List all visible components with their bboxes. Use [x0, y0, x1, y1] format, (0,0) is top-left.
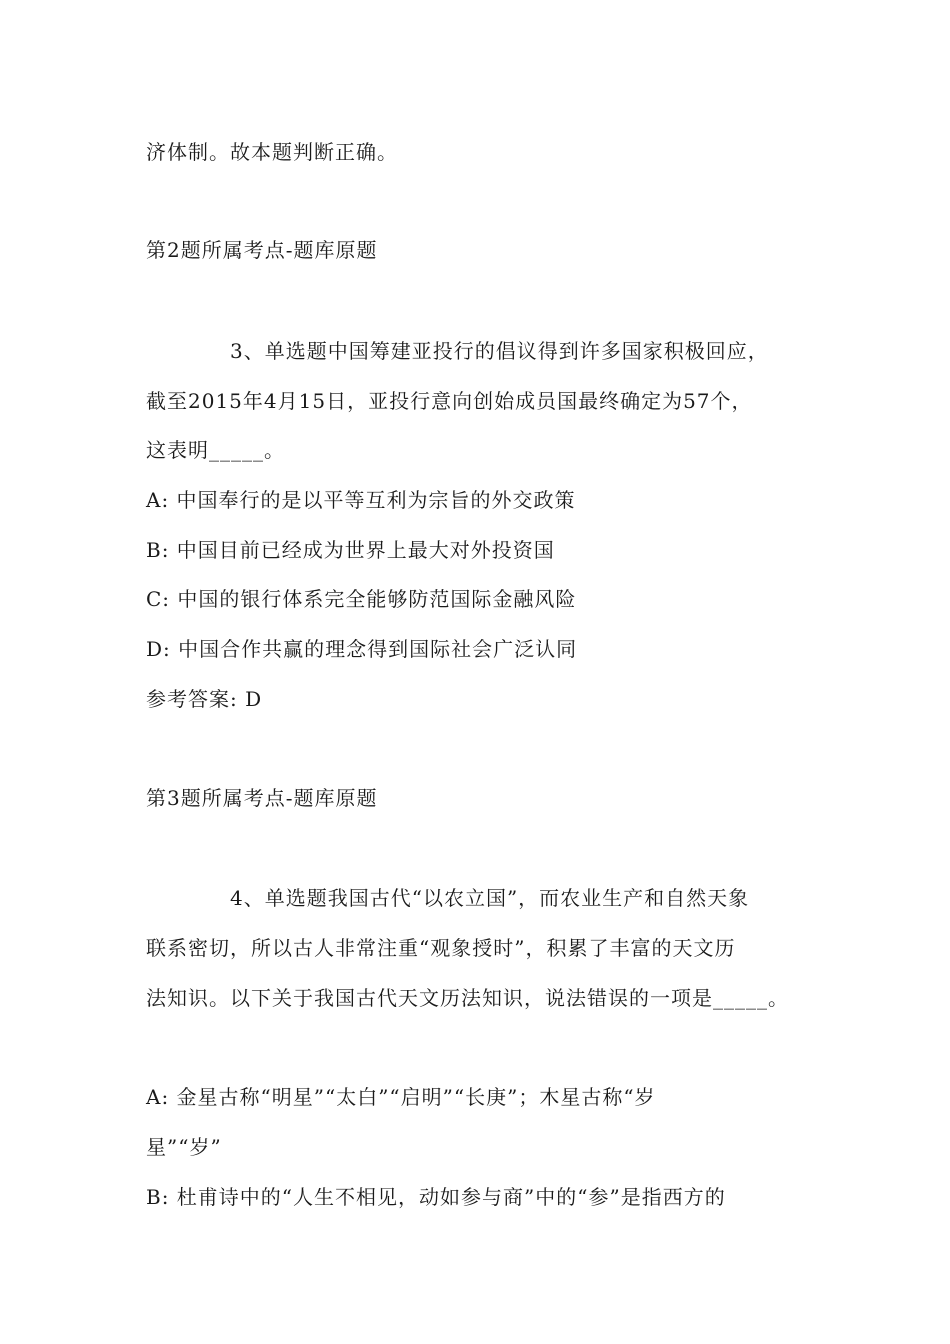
q3-stem-line-1: 3、单选题中国筹建亚投行的倡议得到许多国家积极回应， — [230, 339, 769, 363]
q3-option-b: B: 中国目前已经成为世界上最大对外投资国 — [146, 538, 555, 562]
q4-option-a-line-1: A: 金星古称“明星”“太白”“启明”“长庚”；木星古称“岁 — [146, 1085, 656, 1109]
q3-option-d: D: 中国合作共赢的理念得到国际社会广泛认同 — [146, 637, 578, 661]
q4-stem-line-3: 法知识。以下关于我国古代天文历法知识，说法错误的一项是_____。 — [146, 986, 789, 1010]
q3-stem-line-3: 这表明_____。 — [146, 438, 285, 462]
q4-stem-line-2: 联系密切，所以古人非常注重“观象授时”，积累了丰富的天文历 — [146, 936, 736, 960]
q3-stem-line-2: 截至2015年4月15日，亚投行意向创始成员国最终确定为57个， — [146, 389, 753, 413]
q4-option-b-line-1: B: 杜甫诗中的“人生不相见，动如参与商”中的“参”是指西方的 — [146, 1185, 726, 1209]
q3-knowledge-point: 第3题所属考点-题库原题 — [146, 786, 378, 810]
q4-option-a-line-2: 星”“岁” — [146, 1135, 222, 1159]
q3-option-a: A: 中国奉行的是以平等互利为宗旨的外交政策 — [146, 488, 576, 512]
previous-explanation-tail: 济体制。故本题判断正确。 — [146, 140, 398, 164]
q3-answer: 参考答案: D — [146, 687, 263, 711]
q2-knowledge-point: 第2题所属考点-题库原题 — [146, 238, 378, 262]
q4-stem-line-1: 4、单选题我国古代“以农立国”，而农业生产和自然天象 — [230, 886, 750, 910]
q3-option-c: C: 中国的银行体系完全能够防范国际金融风险 — [146, 587, 577, 611]
